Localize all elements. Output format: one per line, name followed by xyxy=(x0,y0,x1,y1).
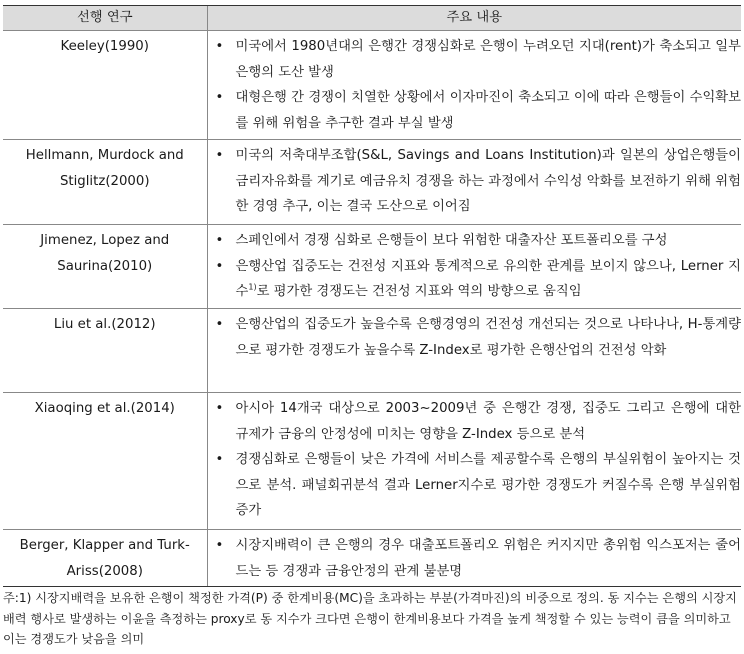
table-row xyxy=(3,31,741,140)
footnote-text: 시장지배력을 보유한 은행이 책정한 가격(P) 중 한계비용(MC)을 초과하는 부분(가격마진)의 비중으로 정의. 동 지수는 은행의 시장지배력 행사로 발생하는 이윤을 측정하는 proxy로 동 지수가 크다면 은행이 한계비용보다 가격을 높게 책정할 수 있는 능력이 큼을 의미하고 이는 경쟁도가 낮음을 의미 xyxy=(3,591,737,646)
table-row xyxy=(3,530,741,587)
list-item xyxy=(208,254,742,305)
study-cell: Liu et al.(2012) xyxy=(3,309,207,393)
table-row xyxy=(3,309,741,393)
study-cell: Jimenez, Lopez and Saurina(2010) xyxy=(3,225,207,309)
list-item: • 은행산업의 집중도가 높을수록 은행경영의 건전성 개선되는 것으로 나타나나, H-통계량으로 평가한 경쟁도가 높을수록 Z-Index로 평가한 은행산업의 건전성 악화 xyxy=(208,312,742,363)
study-cell: Xiaoqing et al.(2014) xyxy=(3,393,207,530)
content-cell xyxy=(207,530,741,587)
list-item: • 대형은행 간 경쟁이 치열한 상황에서 이자마진이 축소되고 이에 따라 은행들이 수익확보를 위해 위험을 추구한 결과 부실 발생 xyxy=(208,85,742,136)
footnote xyxy=(3,588,741,650)
table-row xyxy=(3,393,741,530)
header-study: 선행 연구 xyxy=(3,6,207,31)
list-item: • 스페인에서 경쟁 심화로 은행들이 보다 위험한 대출자산 포트폴리오를 구성 xyxy=(208,228,742,254)
footnote-label: 주:1) xyxy=(3,591,32,605)
content-cell xyxy=(207,309,741,393)
table-header-row xyxy=(3,6,741,31)
list-item: • 미국의 저축대부조합(S&L, Savings and Loans Institution)과 일본의 상업은행들이 금리자유화를 계기로 예금유치 경쟁을 하는 과정에서 수익성 악화를 보전하기 위해 위험한 경영 추구, 이는 결국 도산으로 이어짐 xyxy=(208,143,742,220)
list-item-text: 은행산업 집중도는 건전성 지표와 통계적으로 유의한 관계를 보이지 않으나, Lerner 지수 xyxy=(235,258,741,299)
content-cell xyxy=(207,225,741,309)
study-cell: Hellmann, Murdock and Stiglitz(2000) xyxy=(3,140,207,225)
list-item: • 시장지배력이 큰 은행의 경우 대출포트폴리오 위험은 커지지만 총위험 익스포저는 줄어드는 등 경쟁과 금융안정의 관계 불분명 xyxy=(208,533,742,584)
table-row xyxy=(3,140,741,225)
table-row xyxy=(3,225,741,309)
footnote-marker: 1) xyxy=(248,282,257,292)
study-cell: Berger, Klapper and Turk-Ariss(2008) xyxy=(3,530,207,587)
list-item: • 미국에서 1980년대의 은행간 경쟁심화로 은행이 누려오던 지대(rent)가 축소되고 일부 은행의 도산 발생 xyxy=(208,34,742,85)
content-cell xyxy=(207,140,741,225)
study-cell: Keeley(1990) xyxy=(3,31,207,140)
header-content: 주요 내용 xyxy=(207,6,741,31)
literature-table xyxy=(3,5,741,587)
content-cell xyxy=(207,31,741,140)
list-item: • 경쟁심화로 은행들이 낮은 가격에 서비스를 제공할수록 은행의 부실위험이 높아지는 것으로 분석. 패널회귀분석 결과 Lerner지수로 평가한 경쟁도가 커질수록 은행 부실위험 증가 xyxy=(208,447,742,524)
content-cell xyxy=(207,393,741,530)
list-item: • 아시아 14개국 대상으로 2003~2009년 중 은행간 경쟁, 집중도 그리고 은행에 대한 규제가 금융의 안정성에 미치는 영향을 Z-Index 등으로 분석 xyxy=(208,396,742,447)
list-item-text-tail: 로 평가한 경쟁도는 건전성 지표와 역의 방향으로 움직임 xyxy=(256,284,582,299)
